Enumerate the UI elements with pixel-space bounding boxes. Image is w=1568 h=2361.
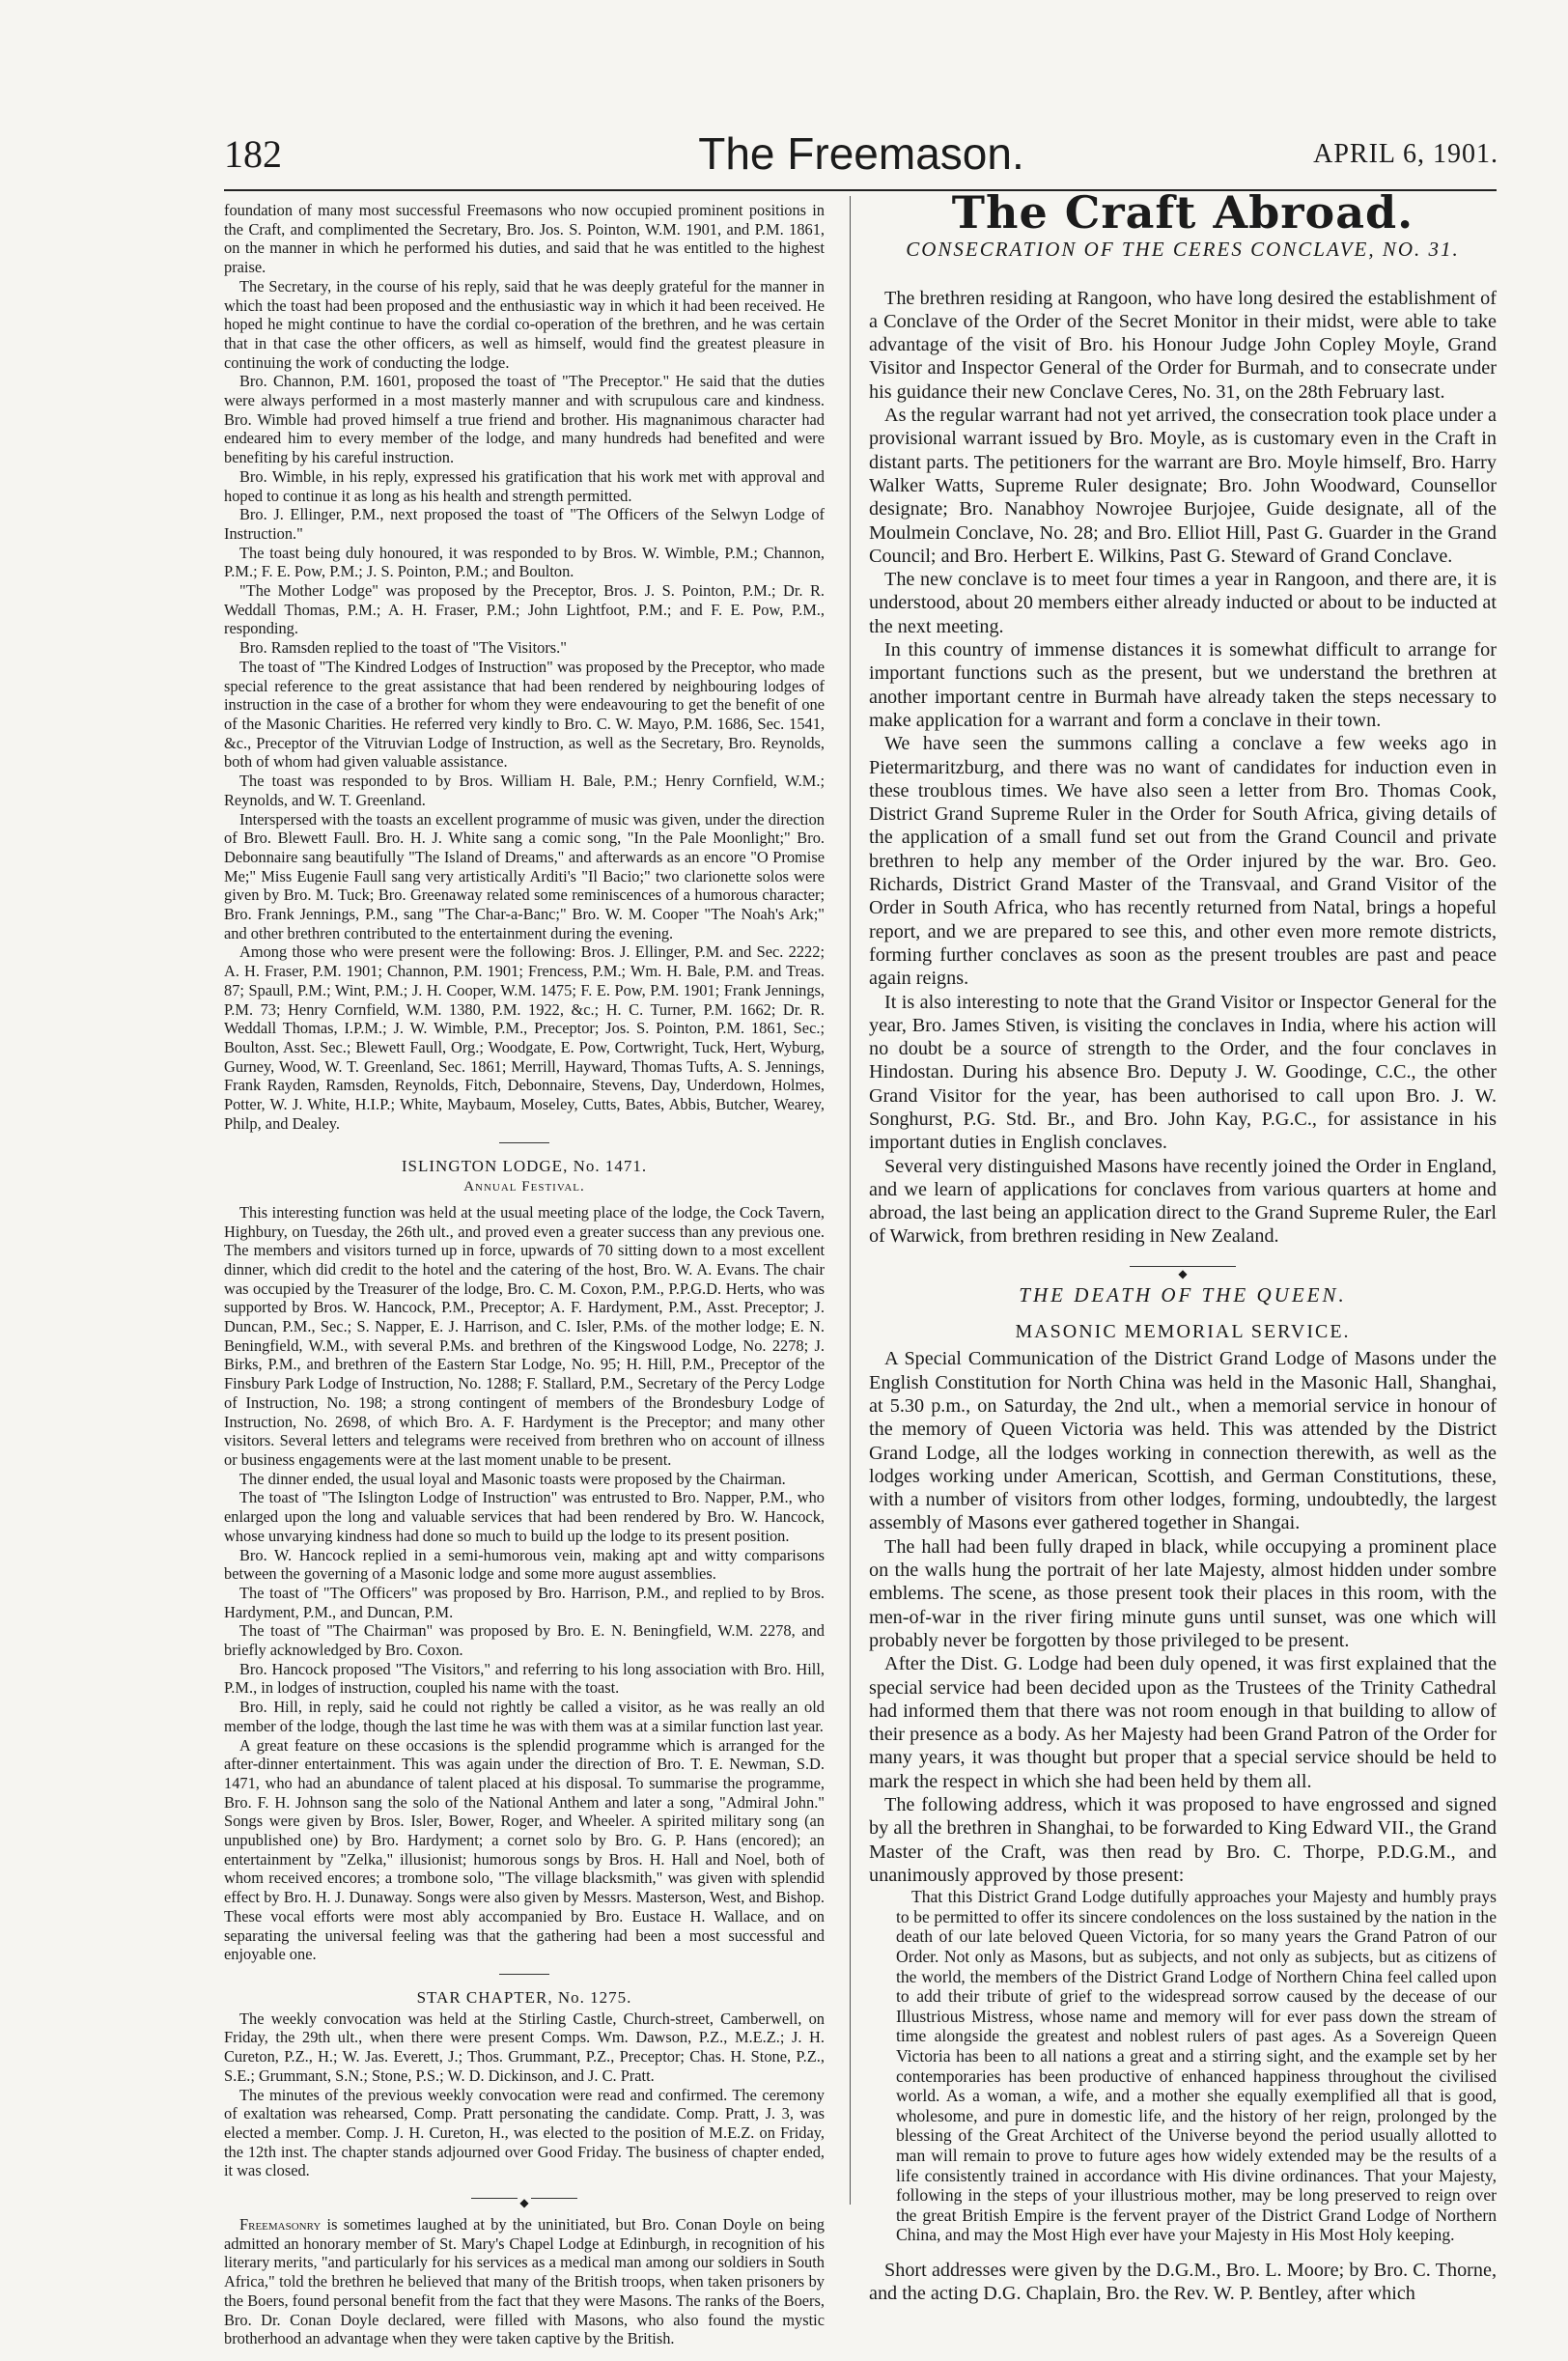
paragraph: As the regular warrant had not yet arrived, the consecration took place under a provisional warrant issued by Bro. Moyle, as is customary even in the Craft in distant parts. The petitioners for the warrant are Bro. Moyle himself, Bro. Harry Walker Watts, Supreme Ruler designate; Bro. John Woodward, Counsellor designate; Bro. Nanabhoy Nowrojee Burjojee, Guide designate, all of the Moulmein Conclave, No. 28; and Bro. Elliot Hill, Past G. Guarder in the Grand Council; and Bro. Herbert E. Wilkins, Past G. Steward of Grand Conclave. xyxy=(869,405,1497,567)
paragraph: foundation of many most successful Freemasons who now occupied prominent positions in the Craft, and complimented the Secretary, Bro. Jos. S. Pointon, W.M. 1901, and P.M. 1861, on the manner in which he performed his duties, and said that he was entitled to the highest praise. xyxy=(224,201,825,277)
selwyn-report xyxy=(224,201,825,1133)
consecration-heading: CONSECRATION OF THE CERES CONCLAVE, NO. 31. xyxy=(906,238,1460,262)
paragraph: The weekly convocation was held at the Stirling Castle, Church-street, Camberwell, on Friday, the 29th ult., when there were present Comps. Wm. Dawson, P.Z., M.E.Z.; J. H. Cureton, P.Z., H.; W. Jas. Everett, J.; Thos. Grummant, P.Z., Preceptor; Chas. H. Stone, P.Z., S.E.; Grummant, S.N.; Stone, P.S.; W. D. Dickinson, and J. C. Pratt. xyxy=(224,2009,825,2085)
paragraph: The dinner ended, the usual loyal and Masonic toasts were proposed by the Chairman. xyxy=(239,1469,786,1488)
masthead: The Freemason. xyxy=(698,128,1024,179)
paragraph: The toast was responded to by Bros. William H. Bale, P.M.; Henry Cornfield, W.M.; Reynolds, and W. T. Greenland. xyxy=(224,772,825,809)
paragraph: The hall had been fully draped in black, while occupying a prominent place on the walls hung the portrait of her late Majesty, almost hidden under sombre emblems. The scene, as those present took their places in this room, with the men-of-war in the river firing minute guns until sunset, was one which will probably never be forgotten by those privileged to be present. xyxy=(869,1535,1497,1651)
paragraph: The toast of "The Kindred Lodges of Instruction" was proposed by the Preceptor, who made special reference to the great assistance that had been rendered by neighbouring lodges of instruction in the case of a brother for whom they were endeavouring to get the benefit of one of the Masonic Charities. He referred very kindly to Bro. C. W. Mayo, P.M. 1686, Sec. 1541, &c., Preceptor of the Vitruvian Lodge of Instruction, as well as the Secretary, Bro. Reynolds, both of whom had given valuable assistance. xyxy=(224,657,825,772)
conan-doyle-text: is sometimes laughed at by the uninitiated, but Bro. Conan Doyle on being admitted an honorary member of St. Mary's Chapel Lodge at Edinburgh, in recognition of his literary merits, "and particularly for his services as a medical man among our soldiers in South Africa," told the brethren he believed that many of the British troops, when taken prisoners by the Boers, found personal benefit from the fact that they were Masons. The ranks of the Boers, Bro. Dr. Conan Doyle declared, were filled with Masons, who also found the mystic brotherhood an advantage when they were taken captive by the British. xyxy=(224,2215,825,2348)
diamond-divider xyxy=(471,2192,577,2210)
paragraph: The toast of "The Officers" was proposed by Bro. Harrison, P.M., and replied to by Bros. Hardyment, P.M., and Duncan, P.M. xyxy=(224,1583,825,1621)
paragraph: Bro. J. Ellinger, P.M., next proposed the toast of "The Officers of the Selwyn Lodge of Instruction." xyxy=(224,505,825,543)
freemasonry-lead: Freemasonry xyxy=(239,2215,322,2235)
diamond-icon: ◆ xyxy=(1178,1266,1188,1280)
paragraph: The brethren residing at Rangoon, who have long desired the establishment of a Conclave of the Order of the Secret Monitor in their midst, were able to take advantage of the visit of Bro. his Honour Judge John Copley Moyle, Grand Visitor and Inspector General of the Order for Burmah, and to consecrate under his guidance their new Conclave Ceres, No. 31, on the 28th February last. xyxy=(869,287,1497,403)
paragraph: Several very distinguished Masons have recently joined the Order in England, and we learn of applications for conclaves from various quarters at home and abroad, the last being an application direct to the Grand Supreme Ruler, the Earl of Warwick, from brethren residing in New Zealand. xyxy=(869,1155,1497,1248)
paragraph: We have seen the summons calling a conclave a few weeks ago in Pietermaritzburg, and there was no want of candidates for induction even in these troublous times. We have also seen a letter from Bro. Thomas Cook, District Grand Supreme Ruler in the Order for South Africa, giving details of the application of a small fund set out from the Grand Council and private brethren to help any member of the Order injured by the war. Bro. Geo. Richards, District Grand Master of the Transvaal, and Grand Visitor of the Order in South Africa, who has recently returned from Natal, brings a hopeful report, and we are prepared to see this, and other even more remote districts, forming further conclaves as soon as the present troubles are past and peace again reigns. xyxy=(869,733,1497,990)
conan-doyle-note xyxy=(224,2215,825,2348)
paragraph: The Secretary, in the course of his reply, said that he was deeply grateful for the manner in which the toast had been proposed and the enthusiastic way in which it had been received. He hoped he might continue to have the cordial co-operation of the brethren, and he was certain that in that case the other officers, as well as himself, would find the greatest pleasure in continuing the work of conducting the lodge. xyxy=(224,276,825,372)
column-rule xyxy=(850,196,851,2205)
paragraph: The toast of "The Chairman" was proposed by Bro. E. N. Beningfield, W.M. 2278, and briefly acknowledged by Bro. Coxon. xyxy=(224,1621,825,1660)
star-chapter-article xyxy=(224,1988,825,2180)
islington-article xyxy=(224,1157,825,1964)
death-of-queen-heading: THE DEATH OF THE QUEEN. xyxy=(1019,1282,1347,1307)
paragraph: Interspersed with the toasts an excellent programme of music was given, under the direction of Bro. Blewett Faull. Bro. H. J. White sang a comic song, "In the Pale Moonlight;" Bro. Debonnaire sang beautifully "The Island of Dreams," and afterwards as an encore "O Promise Me;" Miss Eugenie Faull sang very artistically Arditi's "Il Bacio;" two clarionette solos were given by Bro. M. Tuck; Bro. Greenaway related some reminiscences of a humorous character; Bro. Frank Jennings, P.M., sang "The Char-a-Banc;" Bro. W. M. Cooper "The Noah's Ark;" and other brethren contributed to the entertainment during the evening. xyxy=(224,809,825,942)
issue-date: APRIL 6, 1901. xyxy=(1313,139,1498,169)
paragraph: The minutes of the previous weekly convocation were read and confirmed. The ceremony of exaltation was rehearsed, Comp. Pratt personating the candidate. Comp. Pratt, J. 3, was elected a member. Comp. J. H. Cureton, H., was elected to the position of M.E.Z. on Friday, the 12th inst. The chapter stands adjourned over Good Friday. The business of chapter ended, it was closed. xyxy=(224,2085,825,2180)
islington-title: ISLINGTON LODGE, No. 1471. xyxy=(401,1157,648,1176)
address-paragraph: That this District Grand Lodge dutifully approaches your Majesty and humbly prays to be permitted to offer its sincere condolences on the loss sustained by the nation in the death of our late beloved Queen Victoria, for so many years the Grand Patron of our Order. Not only as Masons, but as subjects, and not only as subjects, but as citizens of the world, the members of the District Grand Lodge of Northern China feel called upon to add their tribute of grief to the widespread sorrow caused by the decease of our Illustrious Mistress, whose name and memory will for ever pass down the stream of time alongside the greatest and noblest rulers of past ages. As a Sovereign Queen Victoria has been to all nations a great and a stirring sight, and the example set by her contemporaries has been productive of enhanced happiness throughout the civilised world. As a woman, a wife, and a mother she equally exemplified all that is good, wholesome, and pure in domestic life, and the history of her reign, prolonged by the blessing of the Great Architect of the Universe beyond the period usually allotted to man will remain to prove to future ages how widely extended may be the results of a life consistently trained in accordance with His divine ordinances. That your Majesty, following in the steps of your illustrious mother, may be long preserved to reign over the great British Empire is the fervent prayer of the District Grand Lodge of Northern China, and may the Most High ever have your Majesty in His Most Holy keeping. xyxy=(896,1887,1497,2245)
paragraph: In this country of immense distances it is somewhat difficult to arrange for important functions such as the present, but we understand the brethren at another important centre in Burmah have already taken the steps necessary to make application for a warrant and form a conclave in their town. xyxy=(869,639,1497,731)
left-column xyxy=(224,201,825,2348)
page-header xyxy=(224,128,1498,185)
paragraph: Among those who were present were the following: Bros. J. Ellinger, P.M. and Sec. 2222; A. H. Fraser, P.M. 1901; Channon, P.M. 1901; Frencess, P.M.; Wm. H. Bale, P.M. and Treas. 87; Spaull, P.M.; Wint, P.M.; J. H. Cooper, W.M. 1475; F. E. Pow, P.M. 1901; Frank Jennings, P.M. 73; Henry Cornfield, W.M. 1380, P.M. 1922, &c.; H. C. Turner, P.M. 1662; Dr. R. Weddall Thomas, I.P.M.; J. W. Wimble, P.M., Preceptor; Jos. S. Pointon, P.M. 1861, Sec.; Boulton, Asst. Sec.; Blewett Faull, Org.; Woodgate, E. Pow, Cortwright, Tuck, Hert, Wyburg, Gurney, Wood, W. T. Greenland, Sec. 1861; Merrill, Hayward, Thomas Tufts, A. S. Jennings, Frank Rayden, Ramsden, Reynolds, Fitch, Debonnaire, Stevens, Day, Underdown, Holmes, Potter, W. J. White, H.I.P.; White, Maybaum, Moseley, Cutts, Bates, Abbis, Butcher, Wearey, Philp, and Dealey. xyxy=(224,942,825,1133)
paragraph: Bro. Ramsden replied to the toast of "The Visitors." xyxy=(239,638,567,658)
paragraph: The toast being duly honoured, it was responded to by Bros. W. Wimble, P.M.; Channon, P.M.; F. E. Pow, P.M.; J. S. Pointon, P.M.; and Boulton. xyxy=(224,543,825,581)
paragraph: Bro. Wimble, in his reply, expressed his gratification that his work met with approval and hoped to continue it as long as his health and strength permitted. xyxy=(224,466,825,505)
paragraph: Short addresses were given by the D.G.M., Bro. L. Moore; by Bro. C. Thorne, and the acting D.G. Chaplain, Bro. the Rev. W. P. Bentley, after which xyxy=(869,2259,1497,2305)
paragraph: This interesting function was held at the usual meeting place of the lodge, the Cock Tavern, Highbury, on Tuesday, the 26th ult., and proved even a greater success than any previous one. The members and visitors turned up in force, upwards of 70 sitting down to a most excellent dinner, which did credit to the hotel and the catering of the host, Bro. W. A. Evans. The chair was occupied by the Treasurer of the lodge, Bro. C. M. Coxon, P.M., P.P.G.D. Herts, who was supported by Bros. W. Hancock, P.M., Preceptor; A. F. Hardyment, P.M., Asst. Preceptor; J. Duncan, P.M., Sec.; S. Napper, E. J. Harrison, and C. Isler, P.Ms. of the mother lodge; E. N. Beningfield, W.M., with several P.Ms. and brethren of the Kingswood Lodge, No. 2278; J. Birks, P.M., and brethren of the Eastern Star Lodge, No. 95; H. Hill, P.M., Preceptor of the Finsbury Park Lodge of Instruction, No. 1288; F. Stallard, P.M., Secretary of the Percy Lodge of Instruction, No. 198; a strong contingent of members of the Brondesbury Lodge of Instruction, No. 2698, of which Bro. A. F. Hardyment is the Preceptor; and many other visitors. Several letters and telegrams were received from brethren who on account of illness or business engagements were at the last moment unable to be present. xyxy=(224,1202,825,1469)
section-divider xyxy=(499,1142,549,1143)
paragraph: It is also interesting to note that the Grand Visitor or Inspector General for the year, Bro. James Stiven, is visiting the conclaves in India, where his action will no doubt be a source of strength to the Order, and the four conclaves in Hindostan. During his absence Bro. Deputy J. W. Goodinge, C.C., the other Grand Visitor for the year, has been authorised to call upon Bro. J. W. Songhurst, P.G. Std. Br., and Bro. John Kay, P.G.C., for assistance in his important duties in English conclaves. xyxy=(869,991,1497,1154)
paragraph: After the Dist. G. Lodge had been duly opened, it was first explained that the special service had been decided upon as the Trustees of the Trinity Cathedral had informed them that there was not room enough in that building to allow of their presence as a body. As her Majesty had been Grand Patron of the Order for many years, it was thought but proper that a special service should be held to mark the respect in which she had been held by them all. xyxy=(869,1653,1497,1792)
paragraph: The toast of "The Islington Lodge of Instruction" was entrusted to Bro. Napper, P.M., who enlarged upon the long and valuable services that had been rendered by Bro. W. Hancock, whose unvarying kindness had done so much to build up the lodge to its present position. xyxy=(224,1488,825,1545)
paragraph: Bro. W. Hancock replied in a semi-humorous vein, making apt and witty comparisons between the governing of a Masonic lodge and some more august assemblies. xyxy=(224,1545,825,1584)
right-column xyxy=(869,186,1497,2305)
paragraph: A Special Communication of the District Grand Lodge of Masons under the English Constitution for North China was held in the Masonic Hall, Shanghai, at 5.30 p.m., on Saturday, the 2nd ult., when a memorial service in honour of the memory of Queen Victoria was held. This was attended by the District Grand Lodge, all the lodges working in connection therewith, as well as the lodges working under American, Scottish, and German Constitutions, these, with a number of visitors from other lodges, forming, undoubtedly, the largest assembly of Masons ever gathered together in Shangai. xyxy=(869,1348,1497,1534)
paragraph: Bro. Hancock proposed "The Visitors," and referring to his long association with Bro. Hill, P.M., in lodges of instruction, coupled his name with the toast. xyxy=(224,1659,825,1698)
memorial-service-heading: MASONIC MEMORIAL SERVICE. xyxy=(1015,1321,1351,1343)
paragraph: Bro. Hill, in reply, said he could not rightly be called a visitor, as he was really an old member of the lodge, though the last time he was with them was at a similar function last year. xyxy=(224,1698,825,1735)
page-number: 182 xyxy=(224,132,282,176)
paragraph: A great feature on these occasions is the splendid programme which is arranged for the after-dinner entertainment. This was again under the direction of Bro. T. E. Newman, S.D. 1471, who had an abundance of talent placed at his disposal. To summarise the programme, Bro. F. H. Johnson sang the solo of the National Anthem and later a song, "Admiral John." Songs were given by Bros. Isler, Bower, Roger, and Wheeler. A spirited military song (an unpublished one) by Bro. Hardyment; a cornet solo by Bro. G. P. Hans (encored); an entertainment by "Zelka," illusionist; humorous songs by Bros. H. Hall and Noel, both of whom received encores; a trombone solo, "The village blacksmith," was given with splendid effect by Bro. H. J. Dunaway. Songs were also given by Messrs. Masterson, West, and Bishop. These vocal efforts were most ably accompanied by Bro. Eustace H. Wallace, and on separating the universal feeling was that the gathering had been a most successful and enjoyable one. xyxy=(224,1735,825,1964)
star-chapter-title: STAR CHAPTER, No. 1275. xyxy=(416,1987,632,2007)
section-divider xyxy=(499,1974,549,1975)
islington-subtitle: Annual Festival. xyxy=(463,1179,585,1195)
paragraph: The new conclave is to meet four times a year in Rangoon, and there are, it is understood, about 20 members either already inducted or about to be inducted at the next meeting. xyxy=(869,569,1497,637)
diamond-icon: ◆ xyxy=(519,2196,529,2210)
paragraph: Bro. Channon, P.M. 1601, proposed the toast of "The Preceptor." He said that the duties were always performed in a most masterly manner and with scrupulous care and kindness. Bro. Wimble had proved himself a true friend and brother. His magnanimous character had endeared him to every member of the lodge, and many hundreds had benefited and were benefiting by his careful instruction. xyxy=(224,372,825,467)
paragraph: "The Mother Lodge" was proposed by the Preceptor, Bros. J. S. Pointon, P.M.; Dr. R. Weddall Thomas, P.M.; A. H. Fraser, P.M.; John Lightfoot, P.M.; and F. E. Pow, P.M., responding. xyxy=(224,581,825,638)
craft-abroad-title: The Craft Abroad. xyxy=(951,186,1414,239)
address-to-king xyxy=(869,1887,1497,2245)
diamond-divider xyxy=(1130,1260,1236,1280)
paragraph: The following address, which it was proposed to have engrossed and signed by all the brethren in Shanghai, to be forwarded to King Edward VII., the Grand Master of the Craft, was then read by Bro. C. Thorpe, P.D.G.M., and unanimously approved by those present: xyxy=(869,1794,1497,1886)
